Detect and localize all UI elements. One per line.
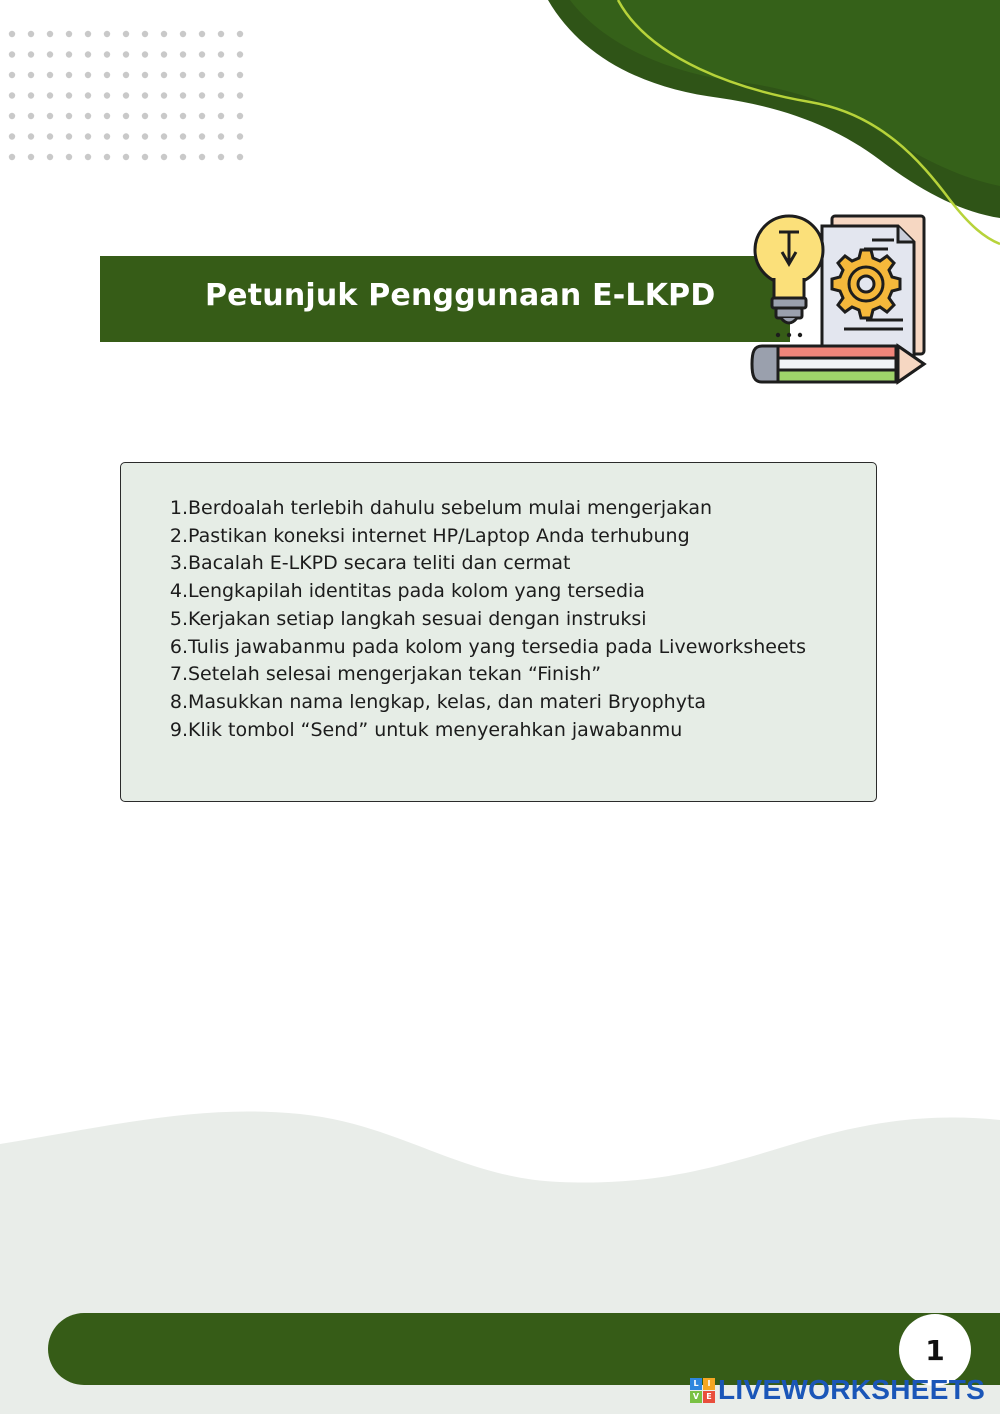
logo-letter: I	[703, 1378, 715, 1390]
dot-grid-decoration	[0, 20, 260, 170]
item-number: 8.	[169, 690, 188, 713]
item-text: Kerjakan setiap langkah sesuai dengan instruksi	[188, 607, 647, 630]
logo-letter: V	[690, 1391, 702, 1403]
page-title: Petunjuk Penggunaan E-LKPD	[205, 278, 716, 313]
list-item	[161, 550, 806, 578]
watermark-text: LIVEWORKSHEETS	[718, 1374, 986, 1405]
item-number: 7.	[169, 663, 188, 686]
item-text: Klik tombol “Send” untuk menyerahkan jawabanmu	[188, 718, 683, 741]
list-item	[161, 578, 806, 606]
list-item	[161, 661, 806, 689]
item-number: 2.	[169, 524, 188, 547]
item-text: Berdoalah terlebih dahulu sebelum mulai mengerjakan	[188, 497, 713, 519]
item-text: Masukkan nama lengkap, kelas, dan materi Bryophyta	[188, 690, 707, 713]
item-number: 3.	[169, 552, 188, 575]
item-text: Pastikan koneksi internet HP/Laptop Anda terhubung	[188, 524, 690, 547]
list-item	[161, 523, 806, 551]
item-number: 5.	[169, 607, 188, 630]
logo-letter: E	[703, 1391, 715, 1403]
list-item	[161, 689, 806, 717]
item-text: Bacalah E-LKPD secara teliti dan cermat	[188, 552, 571, 575]
item-number: 4.	[169, 580, 188, 603]
liveworksheets-logo-icon	[690, 1378, 715, 1403]
item-text: Lengkapilah identitas pada kolom yang tersedia	[188, 580, 645, 603]
item-number: 6.	[169, 635, 188, 658]
item-number: 1.	[169, 497, 188, 519]
instructions-list	[161, 495, 806, 744]
item-text: Setelah selesai mengerjakan tekan “Finish”	[188, 663, 602, 686]
instructions-box	[120, 462, 877, 802]
list-item	[161, 606, 806, 634]
lightbulb-gear-document-pencil-icon	[748, 208, 930, 388]
page-number: 1	[925, 1333, 945, 1367]
liveworksheets-watermark[interactable]	[690, 1373, 985, 1407]
item-number: 9.	[169, 718, 188, 741]
logo-letter: L	[690, 1378, 702, 1390]
item-text: Tulis jawabanmu pada kolom yang tersedia pada Liveworksheets	[188, 635, 807, 658]
list-item	[161, 717, 806, 745]
list-item	[161, 495, 806, 523]
list-item	[161, 634, 806, 662]
